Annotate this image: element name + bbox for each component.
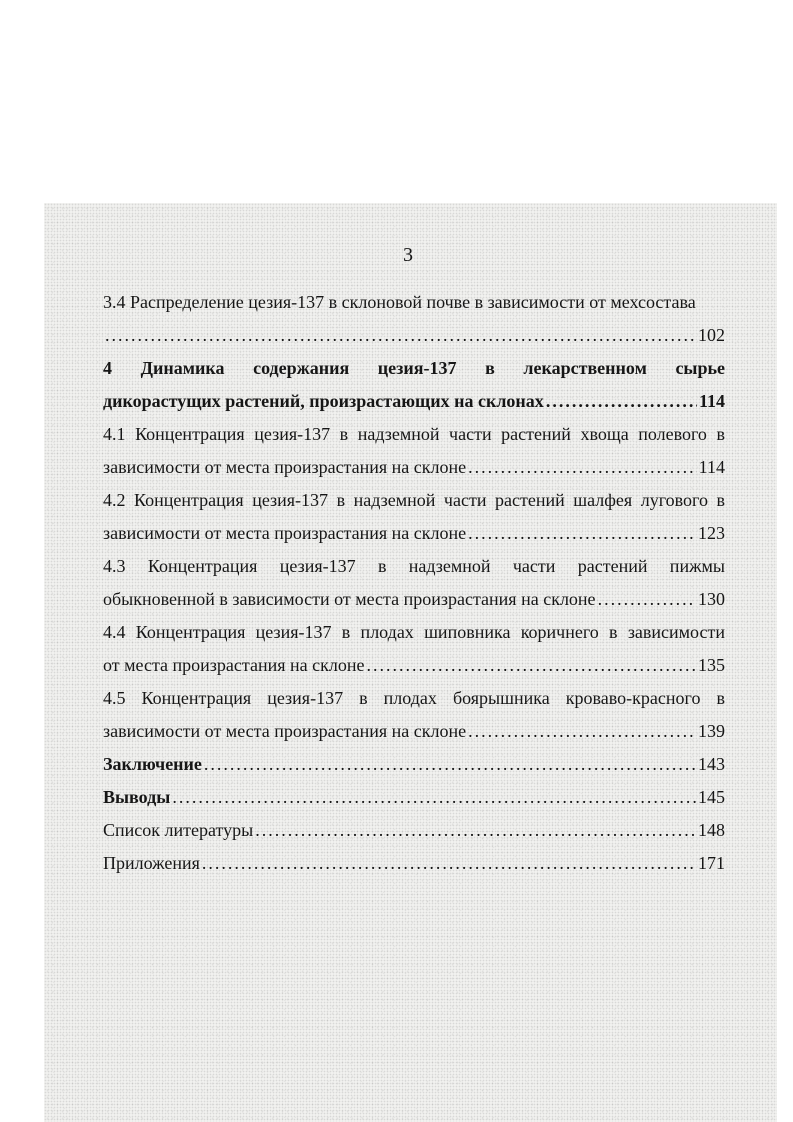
toc-entry-leader-line — [103, 451, 725, 484]
toc-entry-leader-line — [103, 781, 725, 814]
toc-entry-leader-line — [103, 517, 725, 550]
toc-entry-title-line: 4.1 Концентрация цезия-137 в надземной части растений хвоща полевого в — [103, 424, 725, 444]
toc-entry-leader-line — [103, 319, 725, 352]
toc-page-number: 123 — [698, 523, 725, 543]
dot-leader — [546, 385, 697, 418]
toc-entry-title: обыкновенной в зависимости от места произрастания на склоне — [103, 589, 596, 609]
toc-entry-title: зависимости от места произрастания на склоне — [103, 457, 467, 477]
toc-page-number: 114 — [698, 457, 725, 477]
toc-entry-leader-line — [103, 748, 725, 781]
toc-entry-title: Приложения — [103, 853, 200, 873]
toc-entry-4-1[interactable] — [103, 418, 725, 484]
dot-leader — [202, 847, 696, 880]
toc-entry-title: от места произрастания на склоне — [103, 655, 365, 675]
toc-entry-title: Заключение — [103, 754, 202, 774]
table-of-contents — [103, 286, 725, 880]
toc-entry-title: 3.4 Распределение цезия-137 в склоновой почве в зависимости от мехсостава — [103, 292, 696, 312]
toc-entry-4-2[interactable] — [103, 484, 725, 550]
toc-page-number: 148 — [698, 820, 725, 840]
toc-entry-title: зависимости от места произрастания на склоне — [103, 523, 467, 543]
toc-entry-title: зависимости от места произрастания на склоне — [103, 721, 467, 741]
toc-entry-leader-line — [103, 583, 725, 616]
dot-leader — [255, 814, 696, 847]
toc-page-number: 114 — [698, 391, 725, 411]
dot-leader — [598, 583, 696, 616]
dot-leader — [105, 319, 696, 352]
toc-entry-title: Список литературы — [103, 820, 254, 840]
toc-entry-title: Выводы — [103, 787, 171, 807]
toc-entry-title-line: 4.3 Концентрация цезия-137 в надземной части растений пижмы — [103, 556, 725, 576]
toc-entry-leader-line — [103, 814, 725, 847]
toc-entry-conclusion[interactable] — [103, 748, 725, 781]
toc-page-number: 143 — [698, 754, 725, 774]
toc-entry-findings[interactable] — [103, 781, 725, 814]
dot-leader — [204, 748, 696, 781]
toc-entry-4-5[interactable] — [103, 682, 725, 748]
toc-page-number: 139 — [698, 721, 725, 741]
toc-entry-title-line: 4.4 Концентрация цезия-137 в плодах шиповника коричнего в зависимости — [103, 622, 725, 642]
toc-entry-title-line: 4 Динамика содержания цезия-137 в лекарственном сырье — [103, 358, 725, 378]
toc-entry-title-line: 4.5 Концентрация цезия-137 в плодах боярышника кроваво-красного в — [103, 688, 725, 708]
toc-entry-title-line: 4.2 Концентрация цезия-137 в надземной части растений шалфея лугового в — [103, 490, 725, 510]
dot-leader — [172, 781, 696, 814]
toc-page-number: 135 — [698, 655, 725, 675]
toc-entry-chapter-4[interactable] — [103, 352, 725, 418]
toc-entry-4-4[interactable] — [103, 616, 725, 682]
toc-entry-references[interactable] — [103, 814, 725, 847]
toc-entry-appendices[interactable] — [103, 847, 725, 880]
toc-page-number: 102 — [698, 325, 725, 345]
toc-entry-leader-line — [103, 385, 725, 418]
toc-page-number: 130 — [698, 589, 725, 609]
toc-entry-title: дикорастущих растений, произрастающих на склонах — [103, 391, 544, 411]
page-number: 3 — [403, 244, 413, 266]
toc-entry-4-3[interactable] — [103, 550, 725, 616]
dot-leader — [468, 715, 696, 748]
dot-leader — [366, 649, 696, 682]
dot-leader — [468, 517, 696, 550]
dot-leader — [468, 451, 697, 484]
toc-entry-title-line — [103, 286, 725, 319]
toc-entry-leader-line — [103, 715, 725, 748]
toc-page-number: 145 — [698, 787, 725, 807]
toc-page-number: 171 — [698, 853, 725, 873]
toc-entry-leader-line — [103, 649, 725, 682]
toc-entry-leader-line — [103, 847, 725, 880]
toc-entry-3-4[interactable] — [103, 286, 725, 352]
